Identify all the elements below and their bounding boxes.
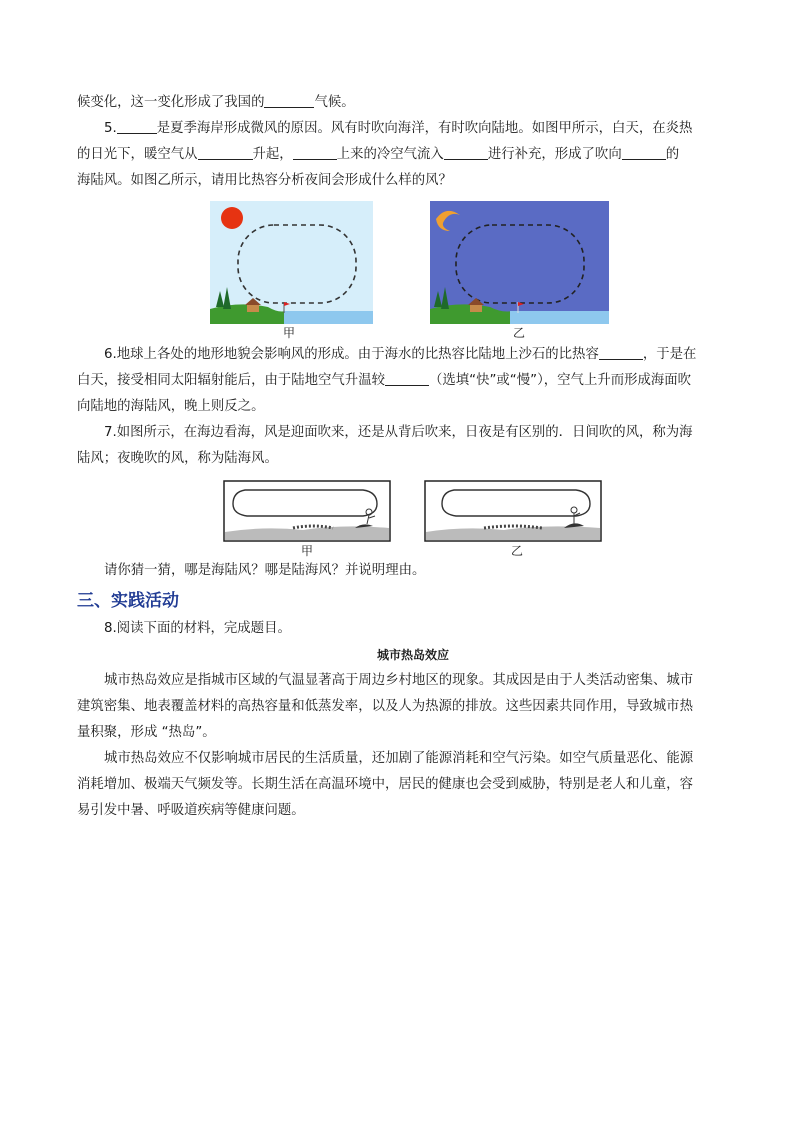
answer-blank[interactable] bbox=[117, 119, 157, 134]
q5-number: 5. bbox=[104, 121, 117, 136]
article-text: 建筑密集、地表覆盖材料的高热容量和低蒸发率，以及人为热源的排放。这些因素共同作用，导致城市热 bbox=[77, 699, 693, 714]
q6-text: 白天，接受相同太阳辐射能后，由于陆地空气升温较 bbox=[77, 373, 385, 388]
breeze-sketch-jia bbox=[223, 480, 391, 542]
answer-blank[interactable] bbox=[599, 345, 643, 360]
answer-blank[interactable] bbox=[622, 145, 666, 160]
figure-caption-jia: 甲 bbox=[300, 544, 313, 558]
article-p2-line-2 bbox=[77, 772, 719, 798]
figure-caption-yi: 乙 bbox=[512, 326, 525, 340]
q4-text: 候变化，这一变化形成了我国的 bbox=[77, 95, 265, 110]
q7-line-2 bbox=[77, 446, 719, 472]
q8-intro bbox=[77, 616, 719, 642]
answer-blank[interactable] bbox=[264, 93, 314, 108]
q5-text: 的 bbox=[665, 147, 680, 162]
breeze-sketch-yi bbox=[424, 480, 602, 542]
q6-line-2 bbox=[77, 368, 719, 394]
q5-text: 升起， bbox=[252, 147, 293, 162]
section-heading: 三、实践活动 bbox=[77, 591, 179, 611]
house-icon bbox=[247, 304, 259, 312]
article-p1-line-3 bbox=[77, 720, 719, 746]
q5-line-1 bbox=[77, 116, 719, 142]
breeze-sketch-figures bbox=[77, 472, 719, 558]
q8-intro-text: 8.阅读下面的材料，完成题目。 bbox=[104, 621, 291, 636]
q7-line-1 bbox=[77, 420, 719, 446]
q5-text: 上来的冷空气流入 bbox=[336, 147, 444, 162]
q6-text: （选填“快”或“慢”），空气上升而形成海面吹 bbox=[428, 373, 692, 388]
sun-icon bbox=[221, 207, 243, 229]
article-text: 消耗增加、极端天气频发等。长期生活在高温环境中，居民的健康也会受到威胁，特别是老人和儿童，容 bbox=[77, 777, 693, 792]
q5-text: 是夏季海岸形成微风的原因。风有时吹向海洋，有时吹向陆地。如图甲所示，白天，在炎热 bbox=[156, 121, 693, 136]
article-text: 易引发中暑、呼吸道疾病等健康问题。 bbox=[77, 803, 305, 818]
day-sea-breeze-diagram bbox=[210, 201, 373, 324]
q6-text: 6.地球上各处的地形地貌会影响风的形成。由于海水的比热容比陆地上沙石的比热容 bbox=[104, 347, 599, 362]
worksheet-page bbox=[77, 90, 719, 824]
article-p1-line-2 bbox=[77, 694, 719, 720]
q4-tail-line bbox=[77, 90, 719, 116]
article-p1-line-1 bbox=[77, 668, 719, 694]
q5-text: 的日光下，暖空气从 bbox=[77, 147, 198, 162]
q6-text: ，于是在 bbox=[642, 347, 697, 362]
article-p2-line-1 bbox=[77, 746, 719, 772]
night-land-breeze-diagram bbox=[430, 201, 609, 324]
figure-caption-jia: 甲 bbox=[282, 326, 295, 340]
article-text: 城市热岛效应不仅影响城市居民的生活质量，还加剧了能源消耗和空气污染。如空气质量恶化、能源 bbox=[104, 751, 694, 766]
article-text: 量积聚，形成 “热岛”。 bbox=[77, 725, 216, 740]
sea-breeze-figures bbox=[77, 194, 719, 342]
answer-blank[interactable] bbox=[444, 145, 488, 160]
article-title: 城市热岛效应 bbox=[376, 648, 449, 662]
q5-text: 海陆风。如图乙所示，请用比热容分析夜间会形成什么样的风？ bbox=[77, 173, 452, 188]
q6-text: 向陆地的海陆风，晚上则反之。 bbox=[77, 399, 265, 414]
answer-blank[interactable] bbox=[198, 145, 253, 160]
answer-blank[interactable] bbox=[293, 145, 337, 160]
q6-line-3 bbox=[77, 394, 719, 420]
q7-text: 陆风；夜晚吹的风，称为陆海风。 bbox=[77, 451, 278, 466]
q5-line-2 bbox=[77, 142, 719, 168]
q5-text: 进行补充，形成了吹向 bbox=[487, 147, 622, 162]
article-p2-line-3 bbox=[77, 798, 719, 824]
sea bbox=[284, 311, 373, 324]
article-text: 城市热岛效应是指城市区域的气温显著高于周边乡村地区的现象。其成因是由于人类活动密集、城市 bbox=[104, 673, 694, 688]
q7-question-text: 请你猜一猜，哪是海陆风？哪是陆海风？并说明理由。 bbox=[104, 563, 426, 578]
sea bbox=[510, 311, 609, 324]
q5-line-3 bbox=[77, 168, 719, 194]
answer-blank[interactable] bbox=[385, 371, 429, 386]
q7-question bbox=[77, 558, 719, 584]
figure-caption-yi: 乙 bbox=[510, 544, 523, 558]
q6-line-1 bbox=[77, 342, 719, 368]
house-icon bbox=[470, 304, 482, 312]
q4-text: 气候。 bbox=[314, 95, 355, 110]
q7-text: 7.如图所示，在海边看海，风是迎面吹来，还是从背后吹来，日夜是有区别的．日间吹的风，称为海 bbox=[104, 425, 693, 440]
